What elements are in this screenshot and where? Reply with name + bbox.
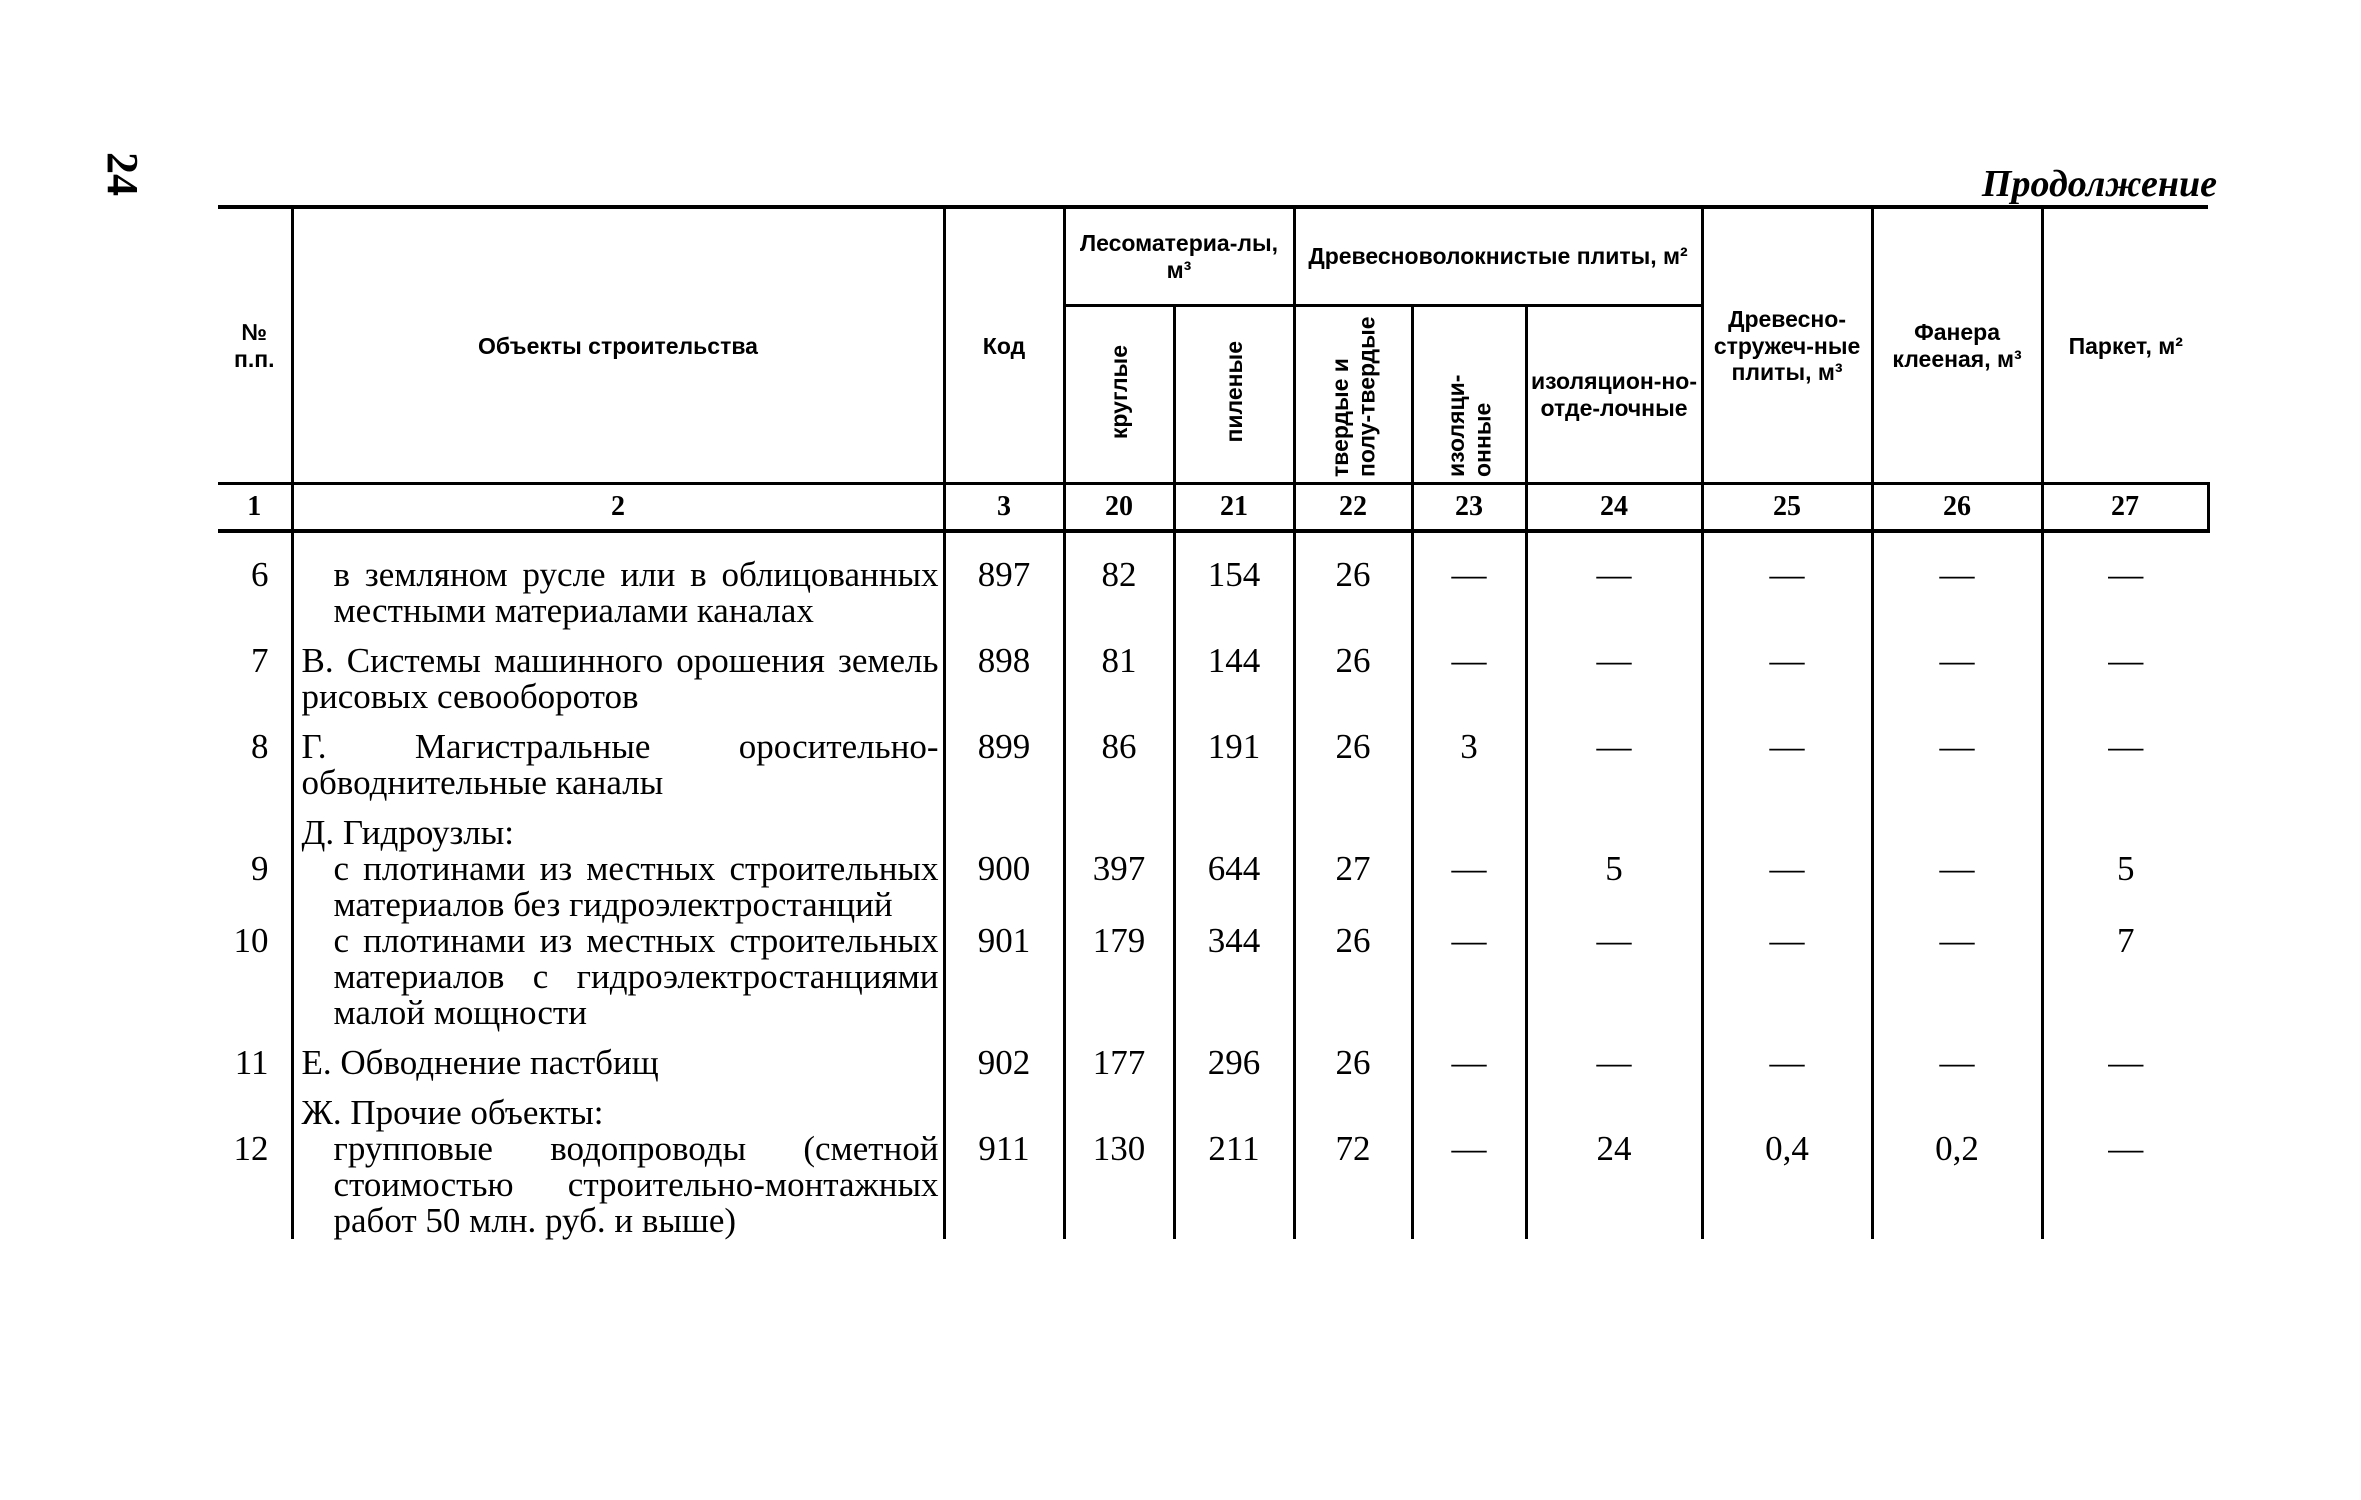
value-fiberboard-finishing: 24	[1526, 1081, 1702, 1239]
object-code: 897	[944, 543, 1064, 629]
value-plywood: —	[1872, 629, 2042, 715]
table-row	[218, 715, 2208, 801]
table-row	[218, 629, 2208, 715]
column-number: 20	[1064, 484, 1174, 532]
value-fiberboard-finishing: —	[1526, 1031, 1702, 1081]
table-row	[218, 923, 2208, 1031]
header-parquet: Паркет, м²	[2042, 207, 2208, 484]
object-code: 899	[944, 715, 1064, 801]
value-parquet: —	[2042, 629, 2208, 715]
row-number: 9	[218, 801, 292, 923]
value-particleboard: —	[1702, 801, 1872, 923]
value-parquet: —	[2042, 1081, 2208, 1239]
value-lumber-sawn: 296	[1174, 1031, 1294, 1081]
value-particleboard: —	[1702, 715, 1872, 801]
row-number: 7	[218, 629, 292, 715]
object-name	[292, 715, 944, 801]
header-lumber-sawn-label: пиленые	[1220, 341, 1247, 443]
value-fiberboard-insulating: —	[1412, 1031, 1526, 1081]
object-heading: Ж. Прочие объекты:	[301, 1093, 604, 1133]
column-number: 25	[1702, 484, 1872, 532]
page-number: 24	[98, 152, 147, 196]
value-fiberboard-insulating: —	[1412, 801, 1526, 923]
object-text: с плотинами из местных строительных материалов без гидроэлектростанций	[333, 849, 939, 925]
object-name	[292, 1031, 944, 1081]
value-lumber-sawn: 344	[1174, 923, 1294, 1031]
value-plywood: —	[1872, 801, 2042, 923]
object-name	[292, 543, 944, 629]
object-heading: В. Системы машинного орошения земель рисовых севооборотов	[301, 641, 939, 717]
object-heading: Г. Магистральные оросительно-обводнительные каналы	[301, 727, 939, 803]
object-name	[292, 629, 944, 715]
object-text: групповые водопроводы (сметной стоимостью строительно-монтажных работ 50 млн. руб. и выше)	[333, 1129, 939, 1241]
value-lumber-round: 86	[1064, 715, 1174, 801]
value-fiberboard-insulating: —	[1412, 923, 1526, 1031]
value-plywood: —	[1872, 923, 2042, 1031]
row-number: 11	[218, 1031, 292, 1081]
object-text: с плотинами из местных строительных материалов с гидроэлектростанциями малой мощности	[333, 921, 939, 1033]
column-number: 26	[1872, 484, 2042, 532]
value-plywood: —	[1872, 1031, 2042, 1081]
column-number: 22	[1294, 484, 1412, 532]
column-number: 21	[1174, 484, 1294, 532]
table-row	[218, 801, 2208, 923]
value-parquet: —	[2042, 1031, 2208, 1081]
header-code: Код	[944, 207, 1064, 484]
value-fiberboard-hard: 26	[1294, 543, 1412, 629]
object-name	[292, 1081, 944, 1239]
row-number: 6	[218, 543, 292, 629]
object-code: 898	[944, 629, 1064, 715]
value-lumber-sawn: 211	[1174, 1081, 1294, 1239]
object-name	[292, 923, 944, 1031]
value-fiberboard-insulating: 3	[1412, 715, 1526, 801]
column-number: 2	[292, 484, 944, 532]
header-fiberboard-hard	[1294, 306, 1412, 484]
value-fiberboard-finishing: —	[1526, 715, 1702, 801]
value-fiberboard-insulating: —	[1412, 543, 1526, 629]
value-plywood: —	[1872, 543, 2042, 629]
column-number: 1	[218, 484, 292, 532]
object-code: 911	[944, 1081, 1064, 1239]
value-plywood: —	[1872, 715, 2042, 801]
header-fiberboard-hard-label: твердые и полу-твердые	[1326, 316, 1380, 477]
value-particleboard: —	[1702, 1031, 1872, 1081]
row-number: 10	[218, 923, 292, 1031]
continued-label: Продолжение	[1981, 163, 2217, 205]
value-particleboard: 0,4	[1702, 1081, 1872, 1239]
value-plywood: 0,2	[1872, 1081, 2042, 1239]
column-number: 24	[1526, 484, 1702, 532]
spacer-row	[218, 531, 2208, 543]
value-parquet: 5	[2042, 801, 2208, 923]
value-fiberboard-insulating: —	[1412, 1081, 1526, 1239]
object-heading: Е. Обводнение пастбищ	[301, 1043, 659, 1083]
value-fiberboard-finishing: 5	[1526, 801, 1702, 923]
value-lumber-sawn: 144	[1174, 629, 1294, 715]
value-fiberboard-finishing: —	[1526, 923, 1702, 1031]
header-fiberboard-insulating-label: изоляци-онные	[1442, 374, 1496, 477]
object-code: 900	[944, 801, 1064, 923]
row-number: 8	[218, 715, 292, 801]
value-fiberboard-hard: 26	[1294, 923, 1412, 1031]
header-fiberboard-insulating	[1412, 306, 1526, 484]
header-lumber-round	[1064, 306, 1174, 484]
value-particleboard: —	[1702, 629, 1872, 715]
value-fiberboard-finishing: —	[1526, 629, 1702, 715]
header-no: № п.п.	[218, 207, 292, 484]
table-row	[218, 543, 2208, 629]
header-fiberboard-group: Древесноволокнистые плиты, м²	[1294, 207, 1702, 306]
value-fiberboard-hard: 72	[1294, 1081, 1412, 1239]
column-number: 27	[2042, 484, 2208, 532]
value-lumber-sawn: 191	[1174, 715, 1294, 801]
object-code: 902	[944, 1031, 1064, 1081]
value-lumber-round: 397	[1064, 801, 1174, 923]
table-row	[218, 1081, 2208, 1239]
value-parquet: 7	[2042, 923, 2208, 1031]
object-text: в земляном русле или в облицованных местными материалами каналах	[333, 555, 939, 631]
value-fiberboard-insulating: —	[1412, 629, 1526, 715]
header-lumber-group: Лесоматериа-лы, м³	[1064, 207, 1294, 306]
value-lumber-sawn: 644	[1174, 801, 1294, 923]
column-number: 23	[1412, 484, 1526, 532]
value-parquet: —	[2042, 715, 2208, 801]
value-lumber-round: 130	[1064, 1081, 1174, 1239]
value-lumber-sawn: 154	[1174, 543, 1294, 629]
column-number: 3	[944, 484, 1064, 532]
value-lumber-round: 82	[1064, 543, 1174, 629]
table-row	[218, 1031, 2208, 1081]
value-lumber-round: 177	[1064, 1031, 1174, 1081]
materials-table	[218, 205, 2210, 1239]
header-particleboard: Древесно-стружеч-ные плиты, м³	[1702, 207, 1872, 484]
header-objects: Объекты строительства	[292, 207, 944, 484]
header-fiberboard-finishing: изоляцион-но-отде-лочные	[1526, 306, 1702, 484]
row-number: 12	[218, 1081, 292, 1239]
value-fiberboard-hard: 27	[1294, 801, 1412, 923]
header-lumber-sawn	[1174, 306, 1294, 484]
object-heading: Д. Гидроузлы:	[301, 813, 515, 853]
value-particleboard: —	[1702, 923, 1872, 1031]
value-particleboard: —	[1702, 543, 1872, 629]
value-fiberboard-hard: 26	[1294, 1031, 1412, 1081]
header-lumber-round-label: круглые	[1105, 344, 1132, 440]
header-plywood: Фанера клееная, м³	[1872, 207, 2042, 484]
value-fiberboard-hard: 26	[1294, 629, 1412, 715]
value-lumber-round: 179	[1064, 923, 1174, 1031]
object-code: 901	[944, 923, 1064, 1031]
value-lumber-round: 81	[1064, 629, 1174, 715]
value-parquet: —	[2042, 543, 2208, 629]
value-fiberboard-hard: 26	[1294, 715, 1412, 801]
value-fiberboard-finishing: —	[1526, 543, 1702, 629]
object-name	[292, 801, 944, 923]
